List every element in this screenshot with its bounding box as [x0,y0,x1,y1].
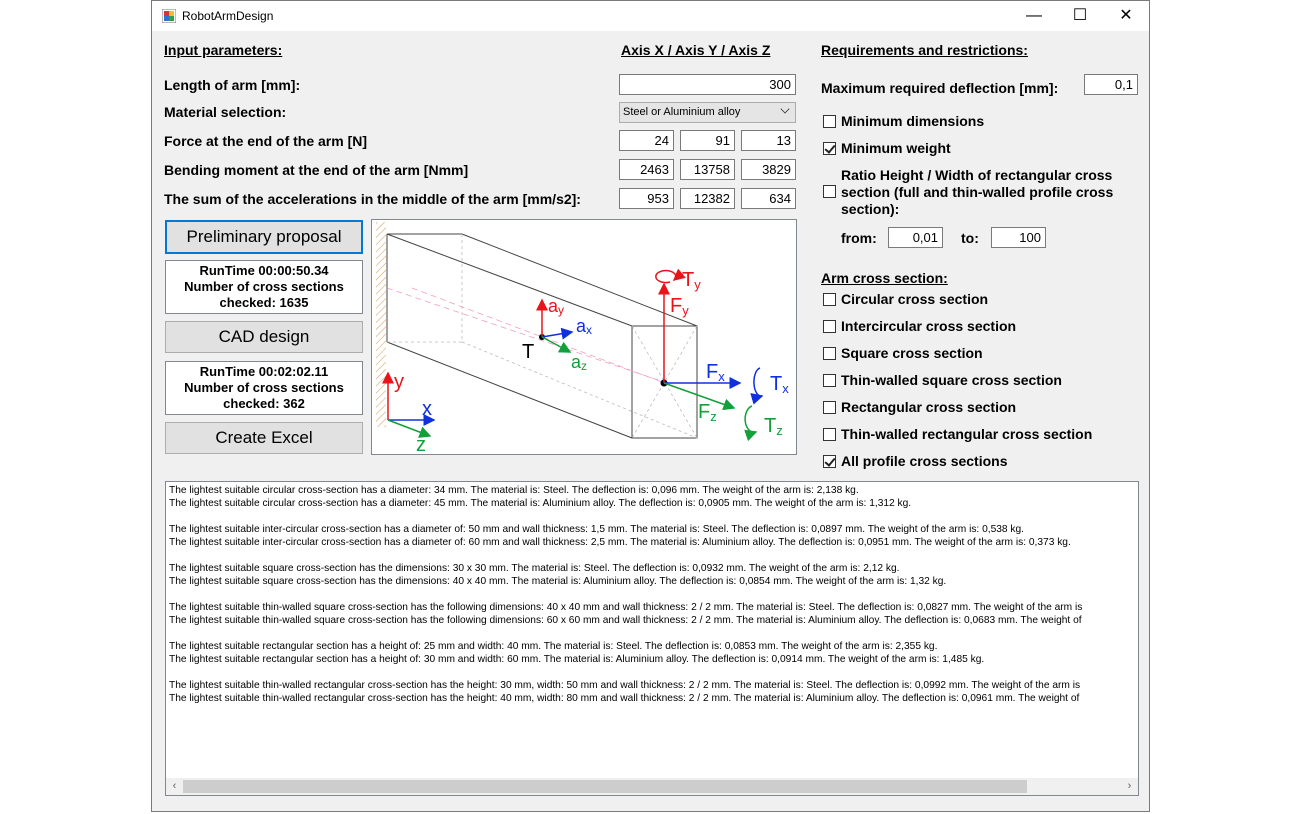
thin-square-checkbox[interactable] [823,374,836,387]
result-line: The lightest suitable circular cross-section has a diameter: 34 mm. The material is: Steel. The deflection is: 0,096 mm. The weight of the arm is: 2,138 kg. [169,485,859,496]
thin-rectangular-checkbox[interactable] [823,428,836,441]
ratio-from-input[interactable]: 0,01 [888,227,943,248]
result-line: The lightest suitable thin-walled rectangular cross-section has the height: 40 mm, width: 80 mm and wall thickness: 2 / 2 mm. The material is: Aluminium alloy. The deflection is: 0,0961 mm. The weight of [169,693,1080,704]
square-checkbox[interactable] [823,347,836,360]
moment-label: Bending moment at the end of the arm [Nmm] [164,162,469,178]
label-Tz-sub: z [776,423,783,438]
app-icon [162,9,176,23]
cad-runtime: RunTime 00:02:02.11 [199,364,329,379]
label-Fy-sub: y [682,303,689,318]
label-Fz-main: F [698,401,711,423]
wall-hatch [376,222,386,427]
length-label: Length of arm [mm]: [164,77,301,93]
label-Tx-sub: x [782,381,789,396]
create-excel-button[interactable]: Create Excel [165,422,363,454]
label-Fy-main: F [670,295,683,317]
label-ay-sub: y [558,303,565,317]
label-Fx-sub: x [718,369,725,384]
ratio-from-label: from: [841,230,877,246]
thin-square-label: Thin-walled square cross section [841,372,1062,388]
label-Ty-sub: y [694,277,701,292]
label-T: T [522,341,535,363]
accel-label: The sum of the accelerations in the middle of the arm [mm/s2]: [164,191,581,207]
axis-z-label: z [416,434,426,454]
min-dimensions-label: Minimum dimensions [841,113,985,129]
arrow-Tz [745,406,756,432]
min-weight-label: Minimum weight [841,140,951,156]
minimize-icon: — [1026,7,1042,24]
close-button[interactable] [1103,1,1149,31]
preliminary-proposal-button[interactable]: Preliminary proposal [165,220,363,254]
cad-count-label: Number of cross sections [184,380,344,395]
material-select-value: Steel or Aluminium alloy [623,106,741,118]
scroll-left-icon[interactable]: ‹ [172,780,177,792]
result-line: The lightest suitable inter-circular cross-section has a diameter of: 60 mm and wall thickness: 2,5 mm. The material is: Aluminium alloy. The deflection is: 0,0951 mm. The weight of the arm is: 0,373 kg. [169,537,1071,548]
force-label: Force at the end of the arm [N] [164,133,368,149]
label-Fx-main: F [706,361,719,383]
axis-heading: Axis X / Axis Y / Axis Z [621,42,771,58]
title-bar [152,1,1149,31]
label-ax-main: a [576,316,587,336]
moment-z-input[interactable]: 3829 [741,159,796,180]
label-Tz-main: T [764,415,777,437]
intercircular-checkbox[interactable] [823,320,836,333]
ratio-label-line3: section): [841,201,900,217]
label-Fy [670,295,689,318]
rectangular-checkbox[interactable] [823,401,836,414]
accel-x-input[interactable]: 953 [619,188,674,209]
force-x-input[interactable]: 24 [619,130,674,151]
label-Fz [698,401,717,424]
square-label: Square cross section [841,345,983,361]
all-profiles-label: All profile cross sections [841,453,1008,469]
label-Tz [764,415,783,438]
arm-diagram-svg [372,220,796,454]
preliminary-count-label: Number of cross sections [184,279,344,294]
arrow-Tx [754,368,762,396]
circular-checkbox[interactable] [823,293,836,306]
window-title: RobotArmDesign [182,9,274,23]
label-Tx [770,373,789,396]
label-Ty [682,269,701,292]
label-Ty-main: T [682,269,695,291]
axis-x-label: x [422,398,432,420]
results-textarea[interactable] [165,481,1139,796]
check-icon [824,455,835,467]
check-icon [824,142,835,154]
accel-z-input[interactable]: 634 [741,188,796,209]
moment-y-input[interactable]: 13758 [680,159,735,180]
force-z-input[interactable]: 13 [741,130,796,151]
moment-x-input[interactable]: 2463 [619,159,674,180]
deflection-label: Maximum required deflection [mm]: [821,80,1059,96]
cad-checked: checked: 362 [223,396,305,411]
scrollbar-thumb[interactable] [183,780,1027,793]
ratio-to-label: to: [961,230,979,246]
label-Fz-sub: z [710,409,717,424]
label-az-main: a [571,352,582,372]
label-Tx-main: T [770,373,783,395]
preliminary-runtime: RunTime 00:00:50.34 [199,263,329,278]
result-line: The lightest suitable thin-walled square cross-section has the following dimensions: 60 x 60 mm and wall thickness: 2 / 2 mm. The material is: Aluminium alloy. The deflection is: 0,0683 mm. The weight of [169,615,1082,626]
all-profiles-checkbox[interactable] [823,455,836,468]
scroll-right-icon[interactable]: › [1127,780,1132,792]
preliminary-runtime-box [165,260,363,314]
intercircular-label: Intercircular cross section [841,318,1017,334]
axis-y-label: y [394,371,404,393]
minimize-button[interactable] [1011,1,1057,31]
label-az-sub: z [581,359,588,373]
label-ay-main: a [548,296,559,316]
label-ax [576,316,592,337]
cad-design-button[interactable]: CAD design [165,321,363,353]
close-icon: ✕ [1119,7,1133,24]
thin-rectangular-label: Thin-walled rectangular cross section [841,426,1093,442]
preliminary-checked: checked: 1635 [219,295,309,310]
cross-section-heading: Arm cross section: [821,270,948,286]
result-line: The lightest suitable inter-circular cross-section has a diameter of: 50 mm and wall thickness: 1,5 mm. The material is: Steel. The deflection is: 0,0897 mm. The weight of the arm is: 0,538 kg. [169,524,1025,535]
accel-y-input[interactable]: 12382 [680,188,735,209]
maximize-icon: ☐ [1072,7,1088,24]
circular-label: Circular cross section [841,291,989,307]
chevron-down-icon [780,104,789,113]
deflection-input[interactable]: 0,1 [1084,74,1138,95]
cad-runtime-box [165,361,363,415]
result-line: The lightest suitable rectangular section has a height of: 25 mm and width: 40 mm. The material is: Steel. The deflection is: 0,0853 mm. The weight of the arm is: 2,355 kg. [169,641,938,652]
result-line: The lightest suitable circular cross-section has a diameter: 45 mm. The material is: Aluminium alloy. The deflection is: 0,0905 mm. The weight of the arm is: 1,312 kg. [169,498,912,509]
arrow-az [542,337,570,352]
force-y-input[interactable]: 91 [680,130,735,151]
app-window [151,0,1150,812]
ratio-label-line2: section (full and thin-walled profile cross [841,184,1114,200]
ratio-checkbox[interactable] [823,185,836,198]
result-line: The lightest suitable square cross-section has the dimensions: 30 x 30 mm. The material is: Steel. The deflection is: 0,0932 mm. The weight of the arm is: 2,12 kg. [169,563,900,574]
ratio-to-input[interactable]: 100 [991,227,1046,248]
ratio-label-line1: Ratio Height / Width of rectangular cross [841,167,1113,183]
input-parameters-heading: Input parameters: [164,42,283,58]
maximize-button[interactable] [1057,1,1103,31]
result-line: The lightest suitable thin-walled square cross-section has the following dimensions: 40 x 40 mm and wall thickness: 2 / 2 mm. The material is: Steel. The deflection is: 0,0827 mm. The weight of the arm is [169,602,1083,613]
min-dimensions-checkbox[interactable] [823,115,836,128]
min-weight-checkbox[interactable] [823,142,836,155]
result-line: The lightest suitable thin-walled rectangular cross-section has the height: 30 mm, width: 50 mm and wall thickness: 2 / 2 mm. The material is: Steel. The deflection is: 0,0992 mm. The weight of the arm is [169,680,1081,691]
result-line: The lightest suitable square cross-section has the dimensions: 40 x 40 mm. The material is: Aluminium alloy. The deflection is: 0,0854 mm. The weight of the arm is: 1,32 kg. [169,576,947,587]
label-az [571,352,587,373]
arm-diagram [371,219,797,455]
label-Fx [706,361,725,384]
label-ax-sub: x [586,323,593,337]
rectangular-label: Rectangular cross section [841,399,1017,415]
length-input[interactable]: 300 [619,74,796,95]
material-label: Material selection: [164,104,287,120]
arrow-ax [542,332,572,337]
requirements-heading: Requirements and restrictions: [821,42,1028,58]
arrow-Ty [656,271,676,283]
result-line: The lightest suitable rectangular section has a height of: 30 mm and width: 60 mm. The material is: Aluminium alloy. The deflection is: 0,0914 mm. The weight of the arm is: 1,485 kg. [169,654,985,665]
horizontal-scrollbar[interactable] [166,778,1138,795]
material-select[interactable] [619,102,796,123]
